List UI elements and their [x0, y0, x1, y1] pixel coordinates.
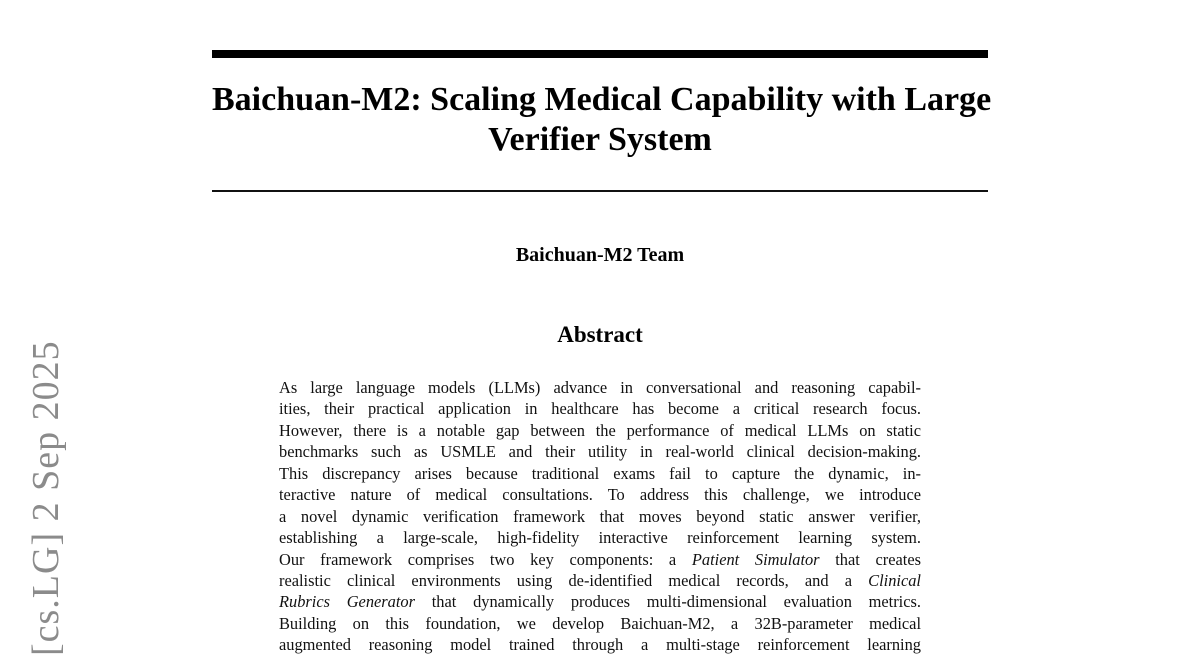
paper-title-line-1: Baichuan-M2: Scaling Medical Capability with Large — [212, 81, 992, 118]
abstract-text-segment: However, there is a notable gap between the performance of medical LLMs on static — [279, 420, 921, 440]
abstract-line — [279, 420, 921, 441]
abstract-text-segment: teractive nature of medical consultations. To address this challenge, we introduce — [279, 485, 921, 505]
abstract-text-segment: Our framework comprises two key components: a — [279, 549, 692, 569]
abstract-line — [279, 463, 921, 484]
abstract-text-segment: ities, their practical application in healthcare has become a critical research focus. — [279, 399, 921, 419]
arxiv-stamp: [cs.LG] 2 Sep 2025 — [25, 340, 67, 656]
paper-title-line-2: Verifier System — [488, 121, 712, 158]
italic-term: Rubrics Generator — [279, 592, 416, 612]
italic-term: Patient Simulator — [691, 549, 820, 569]
title-rule-top — [212, 50, 988, 58]
paper-title — [212, 80, 992, 160]
abstract-text-segment: This discrepancy arises because traditional exams fail to capture the dynamic, in- — [279, 463, 921, 483]
abstract-text-segment: that creates — [819, 549, 922, 569]
abstract-text-segment: augmented reasoning model trained through a multi-stage reinforcement learning — [279, 635, 921, 655]
abstract-line — [279, 377, 921, 398]
abstract-text-segment: establishing a large-scale, high-fidelity interactive reinforcement learning system. — [279, 528, 921, 548]
abstract-line — [279, 527, 921, 548]
abstract-line — [279, 398, 921, 419]
abstract-text-segment: As large language models (LLMs) advance in conversational and reasoning capabil- — [279, 378, 921, 397]
abstract-line — [279, 634, 921, 655]
abstract-line — [279, 506, 921, 527]
abstract-line — [279, 441, 921, 462]
abstract-text-segment: a novel dynamic verification framework that moves beyond static answer verifier, — [279, 506, 921, 526]
abstract-line — [279, 484, 921, 505]
abstract-line — [279, 591, 921, 612]
abstract-line — [279, 570, 921, 591]
abstract-heading: Abstract — [557, 322, 643, 347]
abstract-text-segment: Building on this foundation, we develop Baichuan-M2, a 32B-parameter medical — [279, 613, 921, 633]
abstract-text-segment: realistic clinical environments using de-identified medical records, and a — [279, 570, 869, 590]
abstract-text-segment: benchmarks such as USMLE and their utility in real-world clinical decision-making. — [279, 442, 921, 462]
abstract-text — [279, 377, 921, 656]
title-rule-bottom — [212, 190, 988, 192]
abstract-text-segment: that dynamically produces multi-dimensional evaluation metrics. — [415, 592, 921, 612]
abstract-line — [279, 549, 921, 570]
abstract-line — [279, 613, 921, 634]
author-name: Baichuan-M2 Team — [515, 244, 685, 266]
italic-term: Clinical — [868, 570, 921, 590]
